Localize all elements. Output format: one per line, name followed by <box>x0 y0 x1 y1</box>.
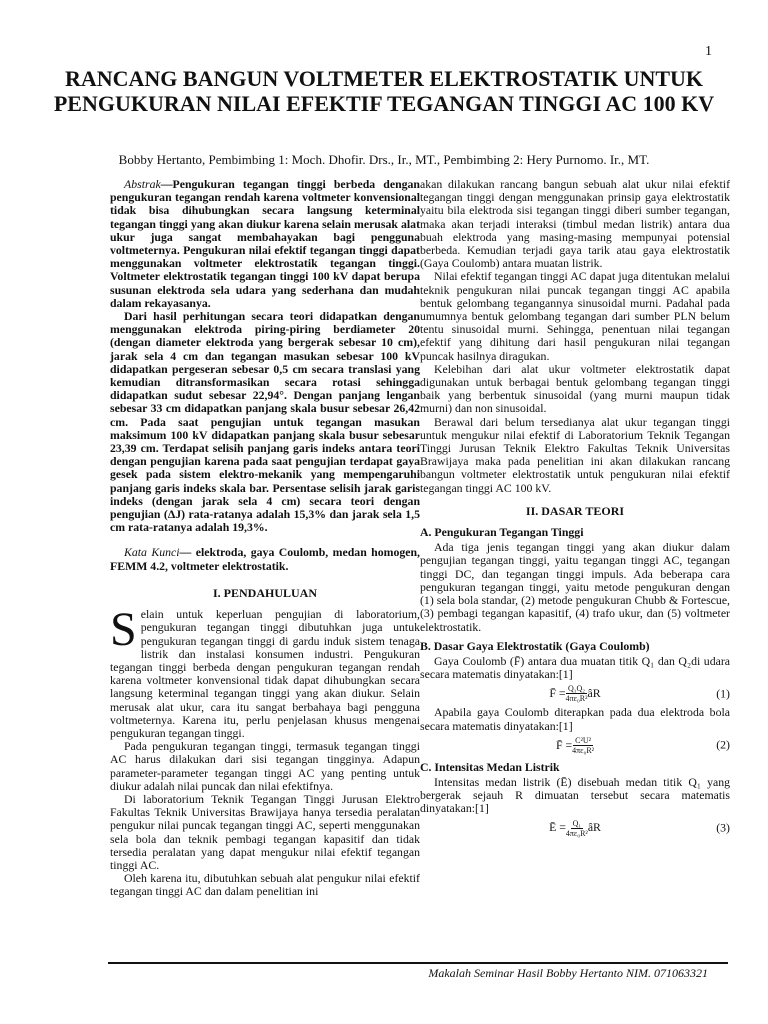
right-paragraph-2: Nilai efektif tegangan tinggi AC dapat juga ditentukan melalui teknik pengukuran nilai puncak tegangan tinggi AC apabila bentuk gelombang tegangannya sinusoidal murni. Padahal pada umumnya bentuk gelombang tegangan dari sumber PLN belum tentu sinusoidal murni. Sehingga, penentuan nilai tegangan efektif yang dihitung dari hasil pengukuran nilai tegangan puncak hasilnya diragukan. <box>420 269 730 363</box>
intro-paragraph-2: Pada pengukuran tegangan tinggi, termasuk tegangan tinggi AC harus dilakukan dari sisi tegangan tingginya. Adapun parameter-parameter tegangan tinggi AC yang penting untuk diukur adalah nilai puncak dan nilai efektifnya. <box>110 739 420 793</box>
footer-rule <box>108 962 728 964</box>
equation-2 <box>420 736 730 755</box>
equation-3-lhs: Ē = <box>549 820 566 835</box>
equation-1-label: (1) <box>716 686 730 701</box>
keywords-lead: Kata Kunci <box>124 545 180 560</box>
subsection-b-paragraph-2: Apabila gaya Coulomb diterapkan pada dua elektroda bola secara matematis dinyatakan:[1] <box>420 705 730 733</box>
authors-line: Bobby Hertanto, Pembimbing 1: Moch. Dhofir. Drs., Ir., MT., Pembimbing 2: Hery Purnomo. Ir., MT. <box>118 152 650 167</box>
intro-paragraph-4: Oleh karena itu, dibutuhkan sebuah alat pengukur nilai efektif tegangan tinggi AC dan dalam penelitian ini <box>110 871 420 899</box>
equation-1-rhs: âR <box>587 686 601 701</box>
subsection-b-paragraph-1: Gaya Coulomb (F̄) antara dua muatan titik Q₁ dan Q₂di udara secara matematis dinyatakan:[1] <box>420 653 730 682</box>
equation-1-lhs: F̄ = <box>549 686 566 701</box>
right-paragraph-4: Berawal dari belum tersedianya alat ukur tegangan tinggi untuk mengukur nilai efektif di Laboratorium Teknik Tegangan Tinggi Jurusan Teknik Elektro Fakultas Teknik Universitas Brawijaya maka pada penelitian ini akan dilakukan rancang bangun voltmeter elektrostatik untuk pengukuran nilai efektif tegangan tinggi AC 100 kV. <box>420 414 730 495</box>
subsection-b-heading: B. Dasar Gaya Elektrostatik (Gaya Coulomb) <box>420 638 650 653</box>
equation-3 <box>420 819 730 838</box>
equation-2-fraction <box>572 736 594 755</box>
left-column <box>110 178 420 899</box>
equation-3-fraction <box>566 819 588 838</box>
page-number: 1 <box>705 44 712 59</box>
equation-1 <box>420 684 730 703</box>
equation-1-denominator: 4πε₀R² <box>565 694 588 704</box>
keywords-text: — elektroda, gaya Coulomb, medan homogen, FEMM 4.2, voltmeter elektrostatik. <box>110 545 420 573</box>
equation-1-numerator: Q₁Q₂ <box>567 684 586 694</box>
abstract-paragraph-2: Dari hasil perhitungan secara teori didapatkan dengan menggunakan elektroda piring-piring berdiameter 20 (dengan diameter elektroda yang bergerak sebesar 10 cm), jarak sela 4 cm dan tegangan masukan sebesar 100 kV didapatkan pergeseran sebesar 0,5 cm secara translasi yang kemudian ditransformasikan secara rotasi sehingga didapatkan sudut sebesar 22,94°. Dengan panjang lengan sebesar 33 cm didapatkan panjang skala busur sebesar 26,42 cm. Pada saat pengujian untuk tegangan masukan maksimum 100 kV didapatkan panjang skala busur sebesar 23,39 cm. Terdapat selisih panjang garis indeks antara teori dengan pengujian karena pada saat pengujian terdapat gaya gesek pada sistem elektro-mekanik yang mempengaruhi panjang garis indeks skala bar. Persentase selisih jarak garis indeks (dengan jarak sela 4 cm) secara teori dengan pengujian (ΔJ) rata-ratanya adalah 15,3% dan jarak sela 1,5 cm rata-ratanya adalah 19,3%. <box>110 309 420 535</box>
subsection-a-paragraph: Ada tiga jenis tegangan tinggi yang akan diukur dalam pengujian tegangan tinggi, yaitu tegangan tinggi AC, tegangan tinggi DC, dan tegangan tinggi impuls. Ada beberapa cara pengukuran tegangan tinggi, yaitu metode pengukuran dengan (1) sela bola standar, (2) metode pengukuran Chubb & Fortescue, (3) pembagi tegangan kapasitif, (4) trafo ukur, dan (5) voltmeter elektrostatik. <box>420 540 730 634</box>
abstract-text-1: —Pengukuran tegangan tinggi berbeda dengan pengukuran tegangan rendah karena voltmeter konvensional tidak bisa dihubungkan secara langsung keterminal tegangan tinggi yang akan diukur karena selain merusak alat ukur juga sangat membahayakan bagi pengguna voltmeternya. Pengukuran nilai efektif tegangan tinggi dapat menggunakan voltmeter elektrostatik tegangan tinggi. Voltmeter elektrostatik tegangan tinggi 100 kV dapat berupa susunan elektroda sela udara yang sederhana dan mudah dalam rekayasanya. <box>110 177 420 310</box>
intro-text-1: elain untuk keperluan pengujian di laboratorium, pengukuran tegangan tinggi dibutuhkan juga untuk pengukuran tegangan tinggi di gardu induk sistem tenaga listrik dan instalasi konsumen industri. Pengukuran tegangan tinggi berbeda dengan pengukuran tegangan rendah karena voltmeter konvensional tidak dapat dihubungkan secara langsung keterminal tegangan tinggi yang akan diukur. Selain merusak alat ukur, cara itu sangat berbahaya bagi pengguna voltmeternya. Karena itu, perlu penjelasan khusus mengenai pengukuran tegangan tinggi. <box>110 607 420 740</box>
footer-text: Makalah Seminar Hasil Bobby Hertanto NIM. 071063321 <box>428 966 708 980</box>
right-paragraph-1: akan dilakukan rancang bangun sebuah alat ukur nilai efektif tegangan tinggi dengan menggunakan prinsip gaya elektrostatik yaitu bila elektroda sisi tegangan tinggi diberi sumber tegangan, maka akan terjadi interaksi (timbul medan listrik) antara dua buah elektroda yang masing-masing mempunyai potensial berbeda. Kemudian terjadi gaya tarik atau gaya elektrostatik (Gaya Coulomb) antara muatan listrik. <box>420 177 730 271</box>
abstract-lead: Abstrak <box>124 177 161 191</box>
subsection-c-paragraph-1: Intensitas medan listrik (Ē) disebuah medan titik Q₁ yang bergerak sejauh R dimuatan tersebut secara matematis dinyatakan:[1] <box>420 774 730 816</box>
equation-3-label: (3) <box>716 820 730 835</box>
intro-paragraph-3: Di laboratorium Teknik Tegangan Tinggi Jurusan Elektro Fakultas Teknik Universitas Brawijaya hanya tersedia peralatan pengukur nilai puncak tegangan tinggi AC, seperti menggunakan sela bola dan teknik pembagi tegangan kapasitif dan tidak tersedia peralatan yang dapat mengukur nilai efektif tegangan tinggi AC. <box>110 791 420 872</box>
keywords <box>110 546 420 572</box>
equation-1-fraction <box>566 684 588 703</box>
subsection-a-heading: A. Pengukuran Tegangan Tinggi <box>420 525 584 540</box>
right-paragraph-3: Kelebihan dari alat ukur voltmeter elektrostatik dapat digunakan untuk berbagai bentuk gelombang tegangan tinggi baik yang berbentuk sinusoidal (yang murni maupun tidak murni) dan non sinusoidal. <box>420 361 730 416</box>
equation-2-numerator: C²U² <box>575 735 592 745</box>
paper-title: RANCANG BANGUN VOLTMETER ELEKTROSTATIK UNTUK PENGUKURAN NILAI EFEKTIF TEGANGAN TINGGI AC 100 KV <box>53 66 715 116</box>
subsection-c-heading: C. Intensitas Medan Listrik <box>420 759 560 774</box>
equation-3-denominator: 4πε₀R² <box>565 828 588 838</box>
equation-3-rhs: âR <box>587 820 601 835</box>
abstract-paragraph-1 <box>110 178 420 310</box>
section-heading-theory: II. DASAR TEORI <box>525 503 625 518</box>
dropcap-letter: S <box>110 603 137 657</box>
section-heading-introduction: I. PENDAHULUAN <box>212 585 317 600</box>
equation-2-lhs: F̄ = <box>555 737 573 752</box>
equation-3-numerator: Q₁ <box>572 818 582 828</box>
right-column <box>420 178 730 841</box>
equation-2-label: (2) <box>716 737 730 752</box>
intro-paragraph-1 <box>110 603 420 740</box>
equation-2-denominator: 4πε₀R² <box>572 745 595 755</box>
